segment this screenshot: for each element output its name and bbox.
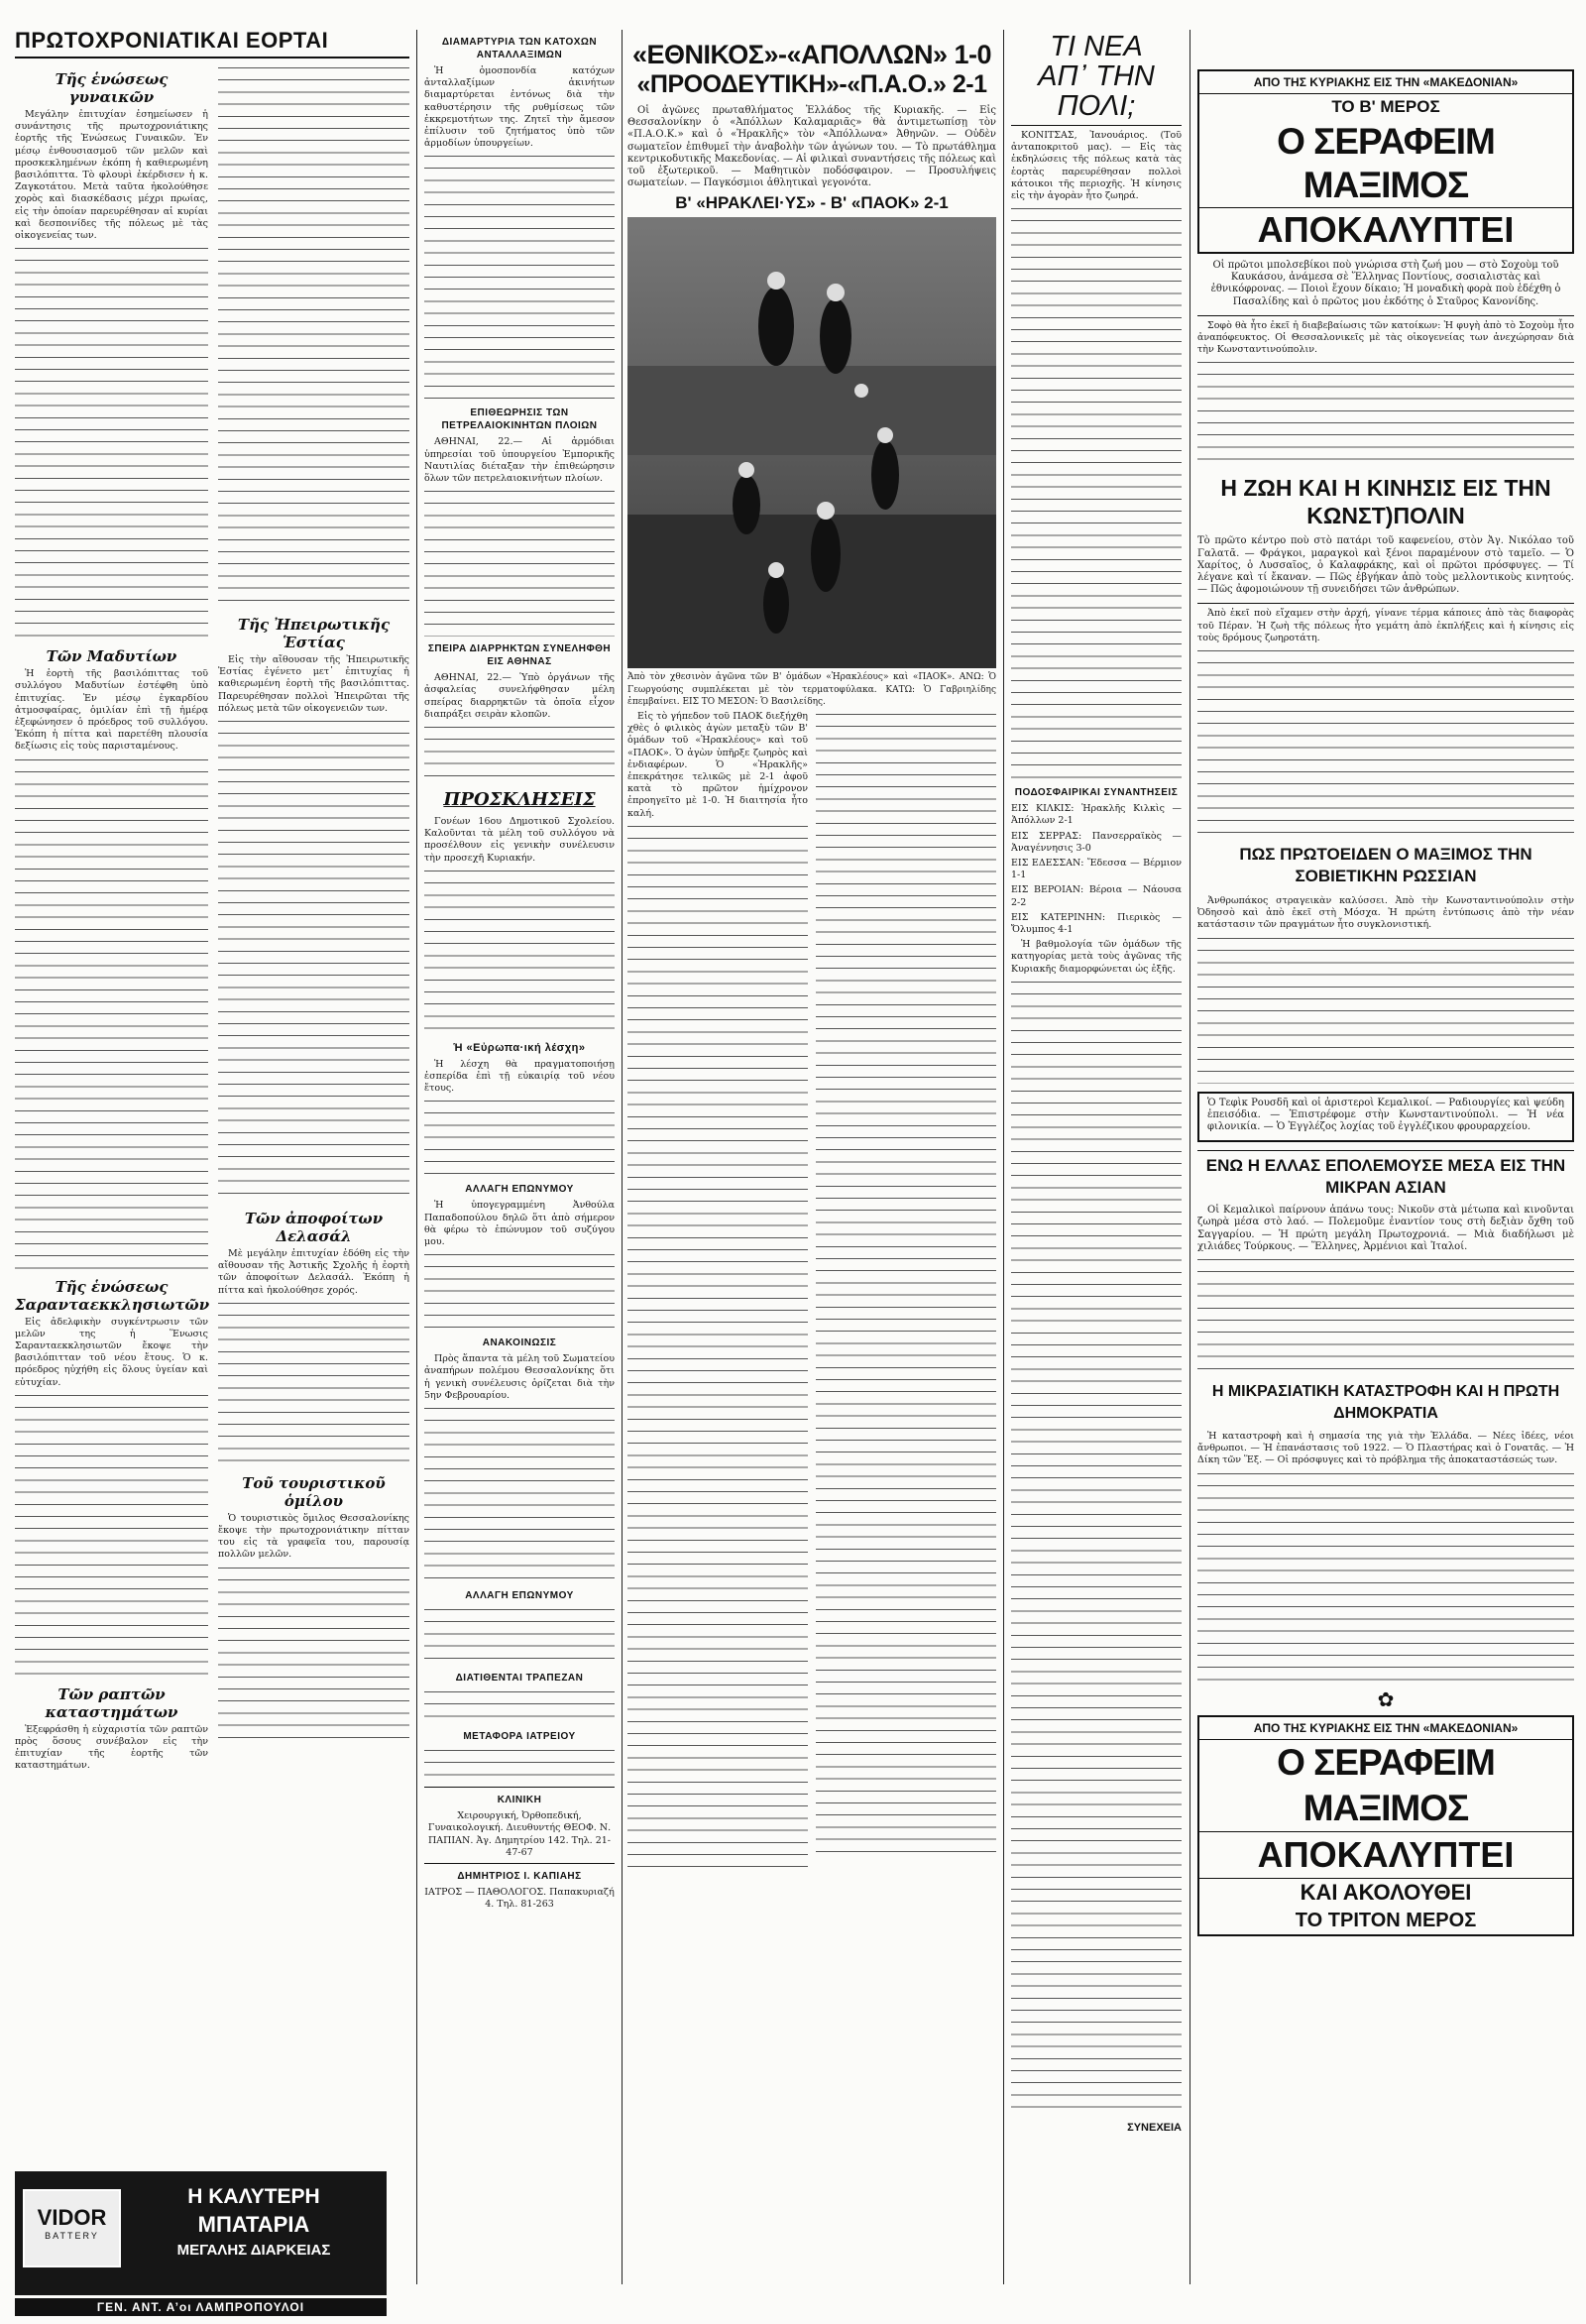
heading-burglars: ΣΠΕΙΡΑ ΔΙΑΡΡΗΚΤΩΝ ΣΥΝΕΛΗΦΘΗ ΕΙΣ ΑΘΗΝΑΣ	[427, 643, 612, 668]
heading-catastrophe: Η ΜΙΚΡΑΣΙΑΤΙΚΗ ΚΑΤΑΣΤΡΟΦΗ ΚΑΙ Η ΠΡΩΤΗ ΔΗΜΟΚΡΑΤΙΑ	[1211, 1383, 1560, 1423]
text-filler	[1197, 1256, 1574, 1375]
ad-line-1: Η ΚΑΛΥΤΕΡΗ	[187, 2185, 320, 2208]
heading-clinic: ΚΛΙΝΙΚΗ	[497, 1795, 542, 1806]
maximos-intro: Οἱ πρῶτοι μπολσεβίκοι ποὺ γνώρισα στὴ ζωή μου — στὸ Σοχοὺμ τοῦ Καυκάσου, ἀνάμεσα σὲ Ἕλληνας Ποντίους, σοσιαλιστὰς καὶ ἐθνικόφρονας. — Ποιοὶ ἔχουν δίκαιο; Ἡ μοναδικὴ φορὰ ποὺ ἐδέχθη ὁ Πασαλίδης καὶ ὁ πρῶτος μου ἐκδότης ὁ Σταῦρος Κανονίδης.	[1210, 260, 1561, 307]
text-filler	[218, 718, 409, 1204]
article-body: Μεγάλην ἐπιτυχίαν ἐσημείωσεν ἡ συνάντησις τῆς πρωτοχρονιάτικης ἑορτῆς τῆς Ἑνώσεως Γυναικῶν. Ἐν μέσῳ ἐνθουσιασμοῦ τῶν μελῶν καὶ προσκεκλημένων ἐκόπη ἡ καθιερωμένη βασιλόπιττα. Τὸ φλουρὶ ἐκέρδισεν ἡ κ. Ζαγκοτάτου. Μετὰ ταῦτα ἠκολούθησε χορὸς καὶ διασκέδασις μέχρι πρωίας, εἰς τὴν ὁποίαν παρευρέθησαν αἱ κυρίαι καὶ δεσποινίδες τῆς πόλεως μὲ τὰς οἰκογενείας των.	[15, 109, 208, 641]
battery-icon: VIDOR BATTERY	[23, 2189, 121, 2267]
result-row: ΕΙΣ ΕΔΕΣΣΑΝ: Ἔδεσσα — Βέρμιον 1-1	[1011, 858, 1182, 881]
text-filler	[1197, 935, 1574, 1084]
maximos-title: Ο ΣΕΡΑΦΕΙΜ ΜΑΞΙΜΟΣ	[1277, 121, 1495, 205]
heading-soviet-russia: ΠΩΣ ΠΡΩΤΟΕΙΔΕΝ Ο ΜΑΞΙΜΟΣ ΤΗΝ ΣΟΒΙΕΤΙΚΗΝ ΡΩΣΣΙΑΝ	[1239, 845, 1532, 886]
heading-results: ΠΟΔΟΣΦΑΙΡΙΚΑΙ ΣΥΝΑΝΤΗΣΕΙΣ	[1014, 787, 1179, 799]
heading-saranta: Τῆς ἑνώσεως Σαρανταεκκλησιωτῶν	[15, 1277, 210, 1314]
column-rule	[416, 30, 417, 2284]
heading-inspection: ΕΠΙΘΕΩΡΗΣΙΣ ΤΩΝ ΠΕΤΡΕΛΑΙΟΚΙΝΗΤΩΝ ΠΛΟΙΩΝ	[441, 407, 598, 432]
text-filler	[424, 1405, 615, 1583]
heading-tailors: Τῶν ραπτῶν καταστημάτων	[45, 1685, 178, 1721]
text-filler	[424, 868, 615, 1036]
heading-ad-3: ΜΕΤΑΦΟΡΑ ΙΑΤΡΕΙΟΥ	[463, 1731, 576, 1743]
headline-ethnikos-apollon: «ΕΘΝΙΚΟΣ»-«ΑΠΟΛΛΩΝ» 1-0	[632, 40, 991, 69]
heading-touring: Τοῦ τουριστικοῦ ὁμίλου	[242, 1473, 386, 1510]
reveals-title: ΑΠΟΚΑΛΥΠΤΕΙ	[1199, 207, 1572, 252]
vidor-battery-ad	[15, 2171, 387, 2295]
text-filler	[424, 153, 615, 401]
text-filler	[816, 711, 996, 1861]
heading-announcement: ΑΝΑΚΟΙΝΩΣΙΣ	[482, 1337, 557, 1349]
heading-invitations: ΠΡΟΣΚΛΗΣΕΙΣ	[443, 789, 596, 811]
heading-delasal: Τῶν ἀποφοίτων Δελασάλ	[244, 1210, 384, 1246]
text-filler	[424, 1098, 615, 1177]
text-filler	[218, 1300, 409, 1468]
text-filler	[424, 1688, 615, 1724]
heading-doctor: ΔΗΜΗΤΡΙΟΣ Ι. ΚΑΠΙΑΗΣ	[457, 1870, 582, 1882]
heading-club: Ἡ «Εὐρωπα·ική λέσχη»	[453, 1041, 586, 1054]
heading-epirus: Τῆς Ἠπειρωτικῆς Ἑστίας	[237, 616, 391, 651]
heading-name-change: ΑΛΛΑΓΗ ΕΠΩΝΥΜΟΥ	[465, 1184, 574, 1196]
ad-line-3: ΜΕΓΑΛΗΣ ΔΙΑΡΚΕΙΑΣ	[176, 2242, 331, 2259]
result-row: ΕΙΣ ΚΑΤΕΡΙΝΗΝ: Πιερικὸς — Ὄλυμπος 4-1	[1011, 911, 1182, 936]
maximos-box-top: ΑΠΟ ΤΗΣ ΚΥΡΙΑΚΗΣ ΕΙΣ ΤΗΝ «ΜΑΚΕΔΟΝΙΑΝ» ΤΟ Β' ΜΕΡΟΣ Ο ΣΕΡΑΦΕΙΜ ΜΑΞΙΜΟΣ ΑΠΟΚΑΛΥΠΤΕΙ	[1197, 69, 1574, 254]
text-filler	[1197, 359, 1574, 468]
col3: ΔΙΑΜΑΡΤΥΡΙΑ ΤΩΝ ΚΑΤΟΧΩΝ ΑΝΤΑΛΛΑΞΙΜΩΝ Ἡ ὁμοσπονδία κατόχων ἀνταλλαξίμων ἀκινήτων διαμαρτύρεται ἐντόνως διὰ τὴν καθυστέρησιν τῆς ρυθμίσεως τῶν ἐκκρεμοτήτων της. Ζητεῖ τὴν ἄμεσον ἐπίλυσιν τοῦ ζητήματος ὑπὸ τῶν ἁρμοδίων ὑπουργείων. ΕΠΙΘΕΩΡΗΣΙΣ ΤΩΝ ΠΕΤΡΕΛΑΙΟΚΙΝΗΤΩΝ ΠΛΟΙΩΝ ΑΘΗΝΑΙ, 22.— Αἱ ἁρμόδιαι ὑπηρεσίαι τοῦ ὑπουργείου Ἐμπορικῆς Ναυτιλίας διέταξαν τὴν ἐπιθεώρησιν ὅλων τῶν πετρελαιοκινήτων πλοίων. ΣΠΕΙΡΑ ΔΙΑΡΡΗΚΤΩΝ ΣΥΝΕΛΗΦΘΗ ΕΙΣ ΑΘΗΝΑΣ ΑΘΗΝΑΙ, 22.— Ὑπὸ ὀργάνων τῆς ἀσφαλείας συνελήφθησαν μέλη σπείρας διαρρηκτῶν τὰ ὁποῖα εἶχον διαπράξει σειρὰν κλοπῶν. ΠΡΟΣΚΛΗΣΕΙΣ Γονέων 16ου Δημοτικοῦ Σχολείου. Καλοῦνται τὰ μέλη τοῦ συλλόγου νὰ προσέλθουν εἰς γενικὴν συνέλευσιν τὴν προσεχῆ Κυριακήν. Ἡ «Εὐρωπα·ική λέσχη» Ἡ λέσχη θὰ πραγματοποιήσῃ ἑσπερίδα ἐπὶ τῇ εὐκαιρίᾳ τοῦ νέου ἔτους. ΑΛΛΑΓΗ ΕΠΩΝΥΜΟΥ Ἡ ὑπογεγραμμένη Ἀνθούλα Παπαδοπούλου δηλῶ ὅτι ἀπὸ σήμερον θὰ φέρω τὸ ἐπώνυμον τοῦ συζύγου μου. ΑΝΑΚΟΙΝΩΣΙΣ Πρὸς ἅπαντα τὰ μέλη τοῦ Σωματείου ἀναπήρων πολέμου Θεσσαλονίκης ὅτι ἡ γενικὴ συνέλευσις ὁρίζεται διὰ τὴν 5ην Φεβρουαρίου. ΑΛΛΑΓΗ ΕΠΩΝΥΜΟΥ ΔΙΑΤΙΘΕΝΤΑΙ ΤΡΑΠΕΖΑΝ ΜΕΤΑΦΟΡΑ ΙΑΤΡΕΙΟΥ ΚΛΙΝΙΚΗ Χειρουργική, Ὀρθοπεδική, Γυναικολογική. Διευθυντής ΘΕΟΦ. Ν. ΠΑΠΙΑΝ. Ἀγ. Δημητρίου 142. Τηλ. 21-47-67 ΔΗΜΗΤΡΙΟΣ Ι. ΚΑΠΙΑΗΣ ΙΑΤΡΟΣ — ΠΑΘΟΛΟΓΟΣ. Παπακυριαζή 4. Τηλ. 81-263	[424, 37, 615, 1911]
text-filler	[218, 64, 409, 610]
text-filler	[1011, 205, 1182, 780]
ad-line-2: ΜΠΑΤΑΡΙΑ	[197, 2212, 310, 2237]
col5: ΤΙ ΝΕΑ ΑΠ᾽ ΤΗΝ ΠΟΛΙ; ΚΟΝΙΤΣΑΣ, Ἰανουάριος. (Τοῦ ἀνταποκριτοῦ μας). — Εἰς τὰς ἐκδηλώσεις τῆς πόλεως κατὰ τὰς ἑορτὰς παρευρέθησαν πολλοὶ κάτοικοι τῆς περιοχῆς. Ἡ κίνησις εἰς τὴν ἀγορὰν ἦτο ζωηρά. ΠΟΔΟΣΦΑΙΡΙΚΑΙ ΣΥΝΑΝΤΗΣΕΙΣ ΕΙΣ ΚΙΛΚΙΣ: Ἡρακλῆς Κιλκὶς — Ἀπόλλων 2-1 ΕΙΣ ΣΕΡΡΑΣ: Πανσερραϊκὸς — Ἀναγέννησις 3-0 ΕΙΣ ΕΔΕΣΣΑΝ: Ἔδεσσα — Βέρμιον 1-1 ΕΙΣ ΒΕΡΟΙΑΝ: Βέροια — Νάουσα 2-2 ΕΙΣ ΚΑΤΕΡΙΝΗΝ: Πιερικὸς — Ὄλυμπος 4-1 Ἡ βαθμολογία τῶν ὁμάδων τῆς κατηγορίας μετὰ τοὺς ἀγῶνας τῆς Κυριακῆς διαμορφώνεται ὡς ἑξῆς. ΣΥΝΕΧΕΙΑ	[1011, 32, 1182, 2134]
quote-box: Ὁ Τεφὶκ Ρουσδῆ καὶ οἱ ἀριστεροὶ Κεμαλικοί. — Ραδιουργίες καὶ ψεύδη ἐπεισόδια. — Ἐπιστρέφομε στὴν Κωνσταντινούπολι. — Ἡ νέα φιλονικία. — Ὁ Ἐγγλέζος λοχίας τοῦ ἐγγλέζικου φρουραρχείου.	[1197, 1092, 1574, 1143]
text-filler	[424, 1606, 615, 1666]
heading-ad-1: ΑΛΛΑΓΗ ΕΠΩΝΥΜΟΥ	[465, 1590, 574, 1602]
text-filler	[15, 756, 208, 1272]
text-filler	[218, 1565, 409, 1743]
left-columns	[15, 28, 409, 2159]
result-row: ΕΙΣ ΚΙΛΚΙΣ: Ἡρακλῆς Κιλκὶς — Ἀπόλλων 2-1	[1011, 803, 1182, 827]
text-filler	[424, 488, 615, 637]
text-filler	[627, 823, 808, 1874]
football-photo-image	[627, 217, 996, 668]
result-row: ΕΙΣ ΣΕΡΡΑΣ: Πανσερραϊκὸς — Ἀναγέννησις 3-0	[1011, 830, 1182, 854]
result-row: ΕΙΣ ΒΕΡΟΙΑΝ: Βέροια — Νάουσα 2-2	[1011, 884, 1182, 908]
heading-protest: ΔΙΑΜΑΡΤΥΡΙΑ ΤΩΝ ΚΑΤΟΧΩΝ ΑΝΤΑΛΛΑΞΙΜΩΝ	[441, 37, 598, 60]
subheadline: Β' «ΗΡΑΚΛΕΙ·ΥΣ» - Β' «ΠΑΟΚ» 2-1	[675, 193, 949, 213]
text-filler	[1197, 647, 1574, 836]
col2: Τῆς Ἠπειρωτικῆς Ἑστίας Εἰς τὴν αἴθουσαν τῆς Ἠπειρωτικῆς Ἑστίας ἐγένετο μετ᾽ ἐπιτυχίας ἡ καθιερωμένη ἑορτὴ τῆς βασιλόπιττας. Παρευρέθησαν πολλοὶ Ἠπειρῶται τῆς πόλεως μετὰ τῶν οἰκογενειῶν των. Τῶν ἀποφοίτων Δελασάλ Μὲ μεγάλην ἐπιτυχίαν ἐδόθη εἰς τὴν αἴθουσαν τῆς Ἀστικῆς Σχολῆς ἡ ἑορτὴ τῶν ἀποφοίτων Δελασάλ. Ἐκόπη ἡ πίττα καὶ ἠκολούθησε χορός. Τοῦ τουριστικοῦ ὁμίλου Ὁ τουριστικὸς ὅμιλος Θεσσαλονίκης ἔκοψε τὴν πρωτοχρονιάτικην πίτταν του εἰς τὰ γραφεῖα του, παρουσίᾳ πολλῶν μελῶν.	[218, 64, 409, 1776]
text-filler	[15, 245, 208, 641]
heading-madytians: Τῶν Μαδυτίων	[46, 647, 177, 666]
text-filler	[424, 724, 615, 783]
heading-women-union: Τῆς ἑνώσεως γυναικῶν	[55, 70, 169, 106]
maximos-box-bottom: ΑΠΟ ΤΗΣ ΚΥΡΙΑΚΗΣ ΕΙΣ ΤΗΝ «ΜΑΚΕΔΟΝΙΑΝ» Ο ΣΕΡΑΦΕΙΜ ΜΑΞΙΜΟΣ ΑΠΟΚΑΛΥΠΤΕΙ ΚΑΙ ΑΚΟΛΟΥΘΕΙ ΤΟ ΤΡΙΤΟΝ ΜΕΡΟΣ	[1197, 1715, 1574, 1936]
ad-footer: ΓΕΝ. ΑΝΤ. Α’οι ΛΑΜΠΡΟΠΟΥΛΟΙ	[15, 2298, 387, 2316]
news-from-city-title: ΤΙ ΝΕΑ ΑΠ᾽ ΤΗΝ ΠΟΛΙ;	[1011, 32, 1182, 126]
heading-asia-minor-war: ΕΝΩ Η ΕΛΛΑΣ ΕΠΟΛΕΜΟΥΣΕ ΜΕΣΑ ΕΙΣ ΤΗΝ ΜΙΚΡΑΝ ΑΣΙΑΝ	[1197, 1150, 1574, 1199]
column-rule	[1003, 30, 1004, 2284]
col1: Τῆς ἑνώσεως γυναικῶν Μεγάλην ἐπιτυχίαν ἐσημείωσεν ἡ συνάντησις τῆς πρωτοχρονιάτικης ἑορτῆς τῆς Ἑνώσεως Γυναικῶν. Ἐν μέσῳ ἐνθουσιασμοῦ τῶν μελῶν καὶ προσκεκλημένων ἐκόπη ἡ καθιερωμένη βασιλόπιττα. Τὸ φλουρὶ ἐκέρδισεν ἡ κ. Ζαγκοτάτου. Μετὰ ταῦτα ἠκολούθησε χορὸς καὶ διασκέδασις μέχρι πρωίας, εἰς τὴν ὁποίαν παρευρέθησαν αἱ κυρίαι καὶ δεσποινίδες τῆς πόλεως μὲ τὰς οἰκογενείας των. Τῶν Μαδυτίων Ἡ ἑορτὴ τῆς βασιλόπιττας τοῦ συλλόγου Μαδυτίων ἐστέφθη ὑπὸ ἐπιτυχίας. Ἐν μέσῳ ἐγκαρδίου ἀτμοσφαίρας, ὁμιλίαν ἐπὶ τῇ ἡμέρᾳ ἐξεφώνησεν ὁ πρόεδρος τοῦ συλλόγου. Ἐκόπη ἡ πίττα καὶ παρετέθη πλουσία δεξίωσις εἰς τοὺς παρισταμένους. Τῆς ἑνώσεως Σαρανταεκκλησιωτῶν Εἰς ἀδελφικὴν συγκέντρωσιν τῶν μελῶν της ἡ Ἕνωσις Σαρανταεκκλησιωτῶν ἔκοψε τὴν βασιλόπιτταν τοῦ νέου ἔτους. Ὁ κ. πρόεδρος ηὐχήθη εἰς ὅλους ὑγείαν καὶ εὐτυχίαν. Τῶν ραπτῶν καταστημάτων Ἐξεφράσθη ἡ εὐχαριστία τῶν ραπτῶν πρὸς ὅσους συνέβαλον εἰς τὴν ἐπιτυχίαν τῆς ἑορτῆς τῶν καταστημάτων.	[15, 70, 210, 1772]
continues-label: ΣΥΝΕΧΕΙΑ	[1127, 2121, 1182, 2134]
col4-sports: «ΕΘΝΙΚΟΣ»-«ΑΠΟΛΛΩΝ» 1-0 «ΠΡΟΟΔΕΥΤΙΚΗ»-«Π.Α.Ο.» 2-1 Οἱ ἀγῶνες πρωταθλήματος Ἑλλάδος τῆς Κυριακῆς. — Εἰς Θεσσαλονίκην ὁ «Ἀπόλλων Καλαμαριᾶς» θὰ ἀντιμετωπίσῃ τὸν «Π.Α.Ο.Κ.» καὶ ὁ «Ἡρακλῆς» τὸν «Ἀπόλλωνα» Ἀθηνῶν. — Οὐδὲν σωματεῖον ἐπιθυμεῖ τὴν ἀναβολὴν τῶν ἀγώνων του. — Τὸ πρωτάθλημα κεντρικοδυτικῆς Μακεδονίας. — Αἱ φιλικαὶ συναντήσεις τῆς πόλεως καὶ τοῦ ἐξωτερικοῦ. — Μαθητικὸν ποδόσφαιρον. — Προσυλήψεις σωματείων. — Παγκόσμιοι ἀθλητικαὶ γεγονότα. Β' «ΗΡΑΚΛΕΙ·ΥΣ» - Β' «ΠΑΟΚ» 2-1 Ἀπὸ τὸν χθεσινὸν ἀγῶνα τῶν Β' ὁμάδων «Ἡρακλέους» καὶ «ΠΑΟΚ». ΑΝΩ: Ὁ Γεωργούσης συμπλέκεται μὲ τὸν τερματοφύλακα. ΚΑΤΩ: Ὁ Γαβριηλίδης ἐπεμβαίνει. ΕΙΣ ΤΟ ΜΕΣΟΝ: Ὁ Βασιλείδης. Εἰς τὸ γήπεδον τοῦ ΠΑΟΚ διεξήχθη χθὲς ὁ φιλικὸς ἀγὼν μεταξὺ τῶν Β' ὁμάδων τοῦ «Ἡρακλέους» καὶ τοῦ «ΠΑΟΚ». Ὁ ἀγὼν ὑπῆρξε ζωηρὸς καὶ ἐνδιαφέρων. Ὁ «Ἡρακλῆς» ἐπεκράτησε τελικῶς μὲ 2-1 ἀφοῦ κατὰ τὸ πρῶτον ἡμίχρονον ἐπροηγεῖτο μὲ 1-0. Ἡ διαιτησία ἦτο καλή.	[627, 40, 996, 2300]
ornament-icon: ✿	[1377, 1686, 1395, 1711]
heading-ad-2: ΔΙΑΤΙΘΕΝΤΑΙ ΤΡΑΠΕΖΑΝ	[455, 1673, 584, 1685]
col6-maximos: ΑΠΟ ΤΗΣ ΚΥΡΙΑΚΗΣ ΕΙΣ ΤΗΝ «ΜΑΚΕΔΟΝΙΑΝ» ΤΟ Β' ΜΕΡΟΣ Ο ΣΕΡΑΦΕΙΜ ΜΑΞΙΜΟΣ ΑΠΟΚΑΛΥΠΤΕΙ Οἱ πρῶτοι μπολσεβίκοι ποὺ γνώρισα στὴ ζωή μου — στὸ Σοχοὺμ τοῦ Καυκάσου, ἀνάμεσα σὲ Ἕλληνας Ποντίους, σοσιαλιστὰς καὶ ἐθνικόφρονας. — Ποιοὶ ἔχουν δίκαιο; Ἡ μοναδικὴ φορὰ ποὺ ἐδέχθη ὁ Πασαλίδης καὶ ὁ πρῶτος μου ἐκδότης ὁ Σταῦρος Κανονίδης. Σοφὸ θὰ ἦτο ἐκεῖ ἡ διαβεβαίωσις τῶν κατοίκων: Ἡ φυγὴ ἀπὸ τὸ Σοχοὺμ ἦτο ἀναπόφευκτος. Οἱ Θεσσαλονικεῖς μὲ τὰς οἰκογενείας των ἀνεχώρησαν διὰ τὴν Κωνσταντινούπολιν. Η ΖΩΗ ΚΑΙ Η ΚΙΝΗΣΙΣ ΕΙΣ ΤΗΝ ΚΩΝΣΤ)ΠΟΛΙΝ Τὸ πρῶτο κέντρο ποὺ στὸ πατάρι τοῦ καφενείου, στὸν Ἀγ. Νικόλαο τοῦ Γαλατᾶ. — Φράγκοι, μαραγκοὶ καὶ ξένοι παραμένουν στὸ ταμεῖο. — Ὁ Χαρίτος, ὁ Λυσσαῖος, ὁ Καλαφράκης, καὶ οἱ πρῶτοι πρόσφυγες. — Τί λέγανε καὶ τί ἔκαναν. — Πῶς ἐβγήκαν ἀπὸ τοὺς μελλοντικοὺς κινητούς. — Πῶς ἀφομοιώνουν τῇ συνειδήσει τῶν ἀνθρώπων. Ἀπὸ ἐκεῖ ποὺ εἴχαμεν στὴν ἀρχή, γίνανε τέρμα κάποιες ἀπὸ τὰς διαφορὰς τοῦ Πέραν. Ἡ ζωὴ τῆς πόλεως ἦτο γεμάτη ἀπὸ ἐκπλήξεις καὶ ἡ κίνησις εἰς τοὺς δρόμους ζωηροτάτη. ΠΩΣ ΠΡΩΤΟΕΙΔΕΝ Ο ΜΑΞΙΜΟΣ ΤΗΝ ΣΟΒΙΕΤΙΚΗΝ ΡΩΣΣΙΑΝ Ἀνθρωπάκος στραγεικὰν καλύσσει. Ἀπὸ τὴν Κωνσταντινούπολιν στὴν Ὀδησσὸ καὶ ἀπὸ ἐκεῖ στὴ Μόσχα. Ἡ πρώτη ἐντύπωσις ἀπὸ τὴν νέαν κατάστασιν τῶν πραγμάτων ἦτο συγκλονιστική. Ὁ Τεφὶκ Ρουσδῆ καὶ οἱ ἀριστεροὶ Κεμαλικοί. — Ραδιουργίες καὶ ψεύδη ἐπεισόδια. — Ἐπιστρέφομε στὴν Κωνσταντινούπολι. — Ἡ νέα φιλονικία. — Ὁ Ἐγγλέζος λοχίας τοῦ ἐγγλέζικου φρουραρχείου. ΕΝΩ Η ΕΛΛΑΣ ΕΠΟΛΕΜΟΥΣΕ ΜΕΣΑ ΕΙΣ ΤΗΝ ΜΙΚΡΑΝ ΑΣΙΑΝ Οἱ Κεμαλικοὶ παίρνουν ἀπάνω τους: Νικοῦν στὰ μέτωπα καὶ κινοῦνται ζωηρὰ μέσα στὸ λαό. — Πολεμοῦμε ἐναντίον τους στὴ δεξιὰν ὄχθη τοῦ Σαγγαρίου. — Ἡ πρώτη μεγάλη Πρωτοχρονιά. — Μιὰ διαδήλωσι μὲ χιλιάδες Τούρκους. — Ἕλληνες, Ἀρμένιοι καὶ Ἰταλοί. Η ΜΙΚΡΑΣΙΑΤΙΚΗ ΚΑΤΑΣΤΡΟΦΗ ΚΑΙ Η ΠΡΩΤΗ ΔΗΜΟΚΡΑΤΙΑ Ἡ καταστροφὴ καὶ ἡ σημασία της γιὰ τὴν Ἑλλάδα. — Νέες ἰδέες, νέοι ἄνθρωποι. — Ἡ ἐπανάστασις τοῦ 1922. — Ὁ Πλαστήρας καὶ ὁ Γονατᾶς. — Ἡ Δίκη τῶν Ἕξ. — Οἱ πρόσφυγες καὶ τὸ πρόβλημα τῆς ἀποκαταστάσεώς των. ✿ ΑΠΟ ΤΗΣ ΚΥΡΙΑΚΗΣ ΕΙΣ ΤΗΝ «ΜΑΚΕΔΟΝΙΑΝ» Ο ΣΕΡΑΦΕΙΜ ΜΑΞΙΜΟΣ ΑΠΟΚΑΛΥΠΤΕΙ ΚΑΙ ΑΚΟΛΟΥΘΕΙ ΤΟ ΤΡΙΤΟΝ ΜΕΡΟΣ	[1197, 69, 1574, 2300]
text-filler	[15, 1392, 208, 1680]
section-title: ΠΡΩΤΟΧΡΟΝΙΑΤΙΚΑΙ ΕΟΡΤΑΙ	[15, 28, 409, 58]
column-rule	[622, 30, 623, 2284]
headline-proodeftiki-pao: «ΠΡΟΟΔΕΥΤΙΚΗ»-«Π.Α.Ο.» 2-1	[636, 70, 987, 98]
football-photo	[627, 217, 996, 668]
text-filler	[1011, 979, 1182, 2119]
heading-life-constantinople: Η ΖΩΗ ΚΑΙ Η ΚΙΝΗΣΙΣ ΕΙΣ ΤΗΝ ΚΩΝΣΤ)ΠΟΛΙΝ	[1220, 475, 1551, 529]
text-filler	[424, 1251, 615, 1331]
text-filler	[1197, 1470, 1574, 1684]
text-filler	[424, 1747, 615, 1783]
sports-lead: Οἱ ἀγῶνες πρωταθλήματος Ἑλλάδος τῆς Κυριακῆς. — Εἰς Θεσσαλονίκην ὁ «Ἀπόλλων Καλαμαριᾶς» θὰ ἀντιμετωπίσῃ τὸν «Π.Α.Ο.Κ.» καὶ ὁ «Ἡρακλῆς» τὸν «Ἀπόλλωνα» Ἀθηνῶν. — Οὐδὲν σωματεῖον ἐπιθυμεῖ τὴν ἀναβολὴν τῶν ἀγώνων του. — Τὸ πρωτάθλημα κεντρικοδυτικῆς Μακεδονίας. — Αἱ φιλικαὶ συναντήσεις τῆς πόλεως καὶ τοῦ ἐξωτερικοῦ. — Μαθητικὸν ποδόσφαιρον. — Προσυλήψεις σωματείων. — Παγκόσμιοι ἀθλητικαὶ γεγονότα.	[627, 105, 996, 189]
photo-caption: Ἀπὸ τὸν χθεσινὸν ἀγῶνα τῶν Β' ὁμάδων «Ἡρακλέους» καὶ «ΠΑΟΚ». ΑΝΩ: Ὁ Γεωργούσης συμπλέκεται μὲ τὸν τερματοφύλακα. ΚΑΤΩ: Ὁ Γαβριηλίδης ἐπεμβαίνει. ΕΙΣ ΤΟ ΜΕΣΟΝ: Ὁ Βασιλείδης.	[627, 672, 996, 707]
